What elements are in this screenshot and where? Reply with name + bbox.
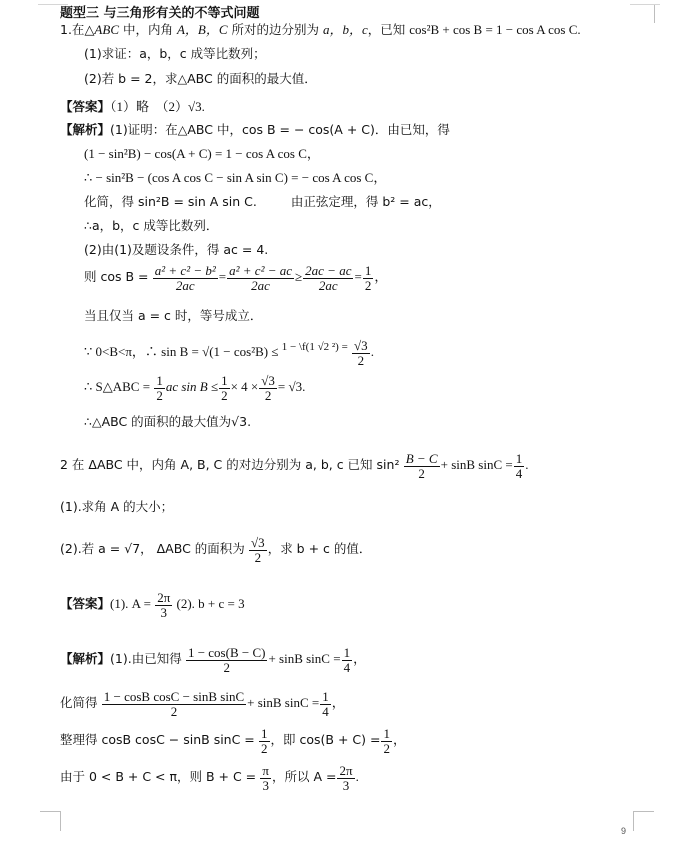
problem1-answer: 【答案】（1）略 （2）√3. <box>60 99 205 114</box>
fraction: $\frac{1}{2}$ <box>221 372 228 403</box>
crop-mark-top-right-v <box>654 5 655 23</box>
problem1-step5: (2)由(1)及题设条件，得 ac = 4. <box>84 242 269 257</box>
problem1-step7: 当且仅当 a = c 时，等号成立． <box>84 308 263 323</box>
answer-label: 【答案】 <box>60 99 111 114</box>
problem1-stem: 1.在△ABC 中，内角 A，B，C 所对的边分别为 a，b，c，已知 cos²B + cos B = 1 − cos A cos C. <box>60 22 581 37</box>
fraction: $\frac{1}{2}$ <box>156 372 163 403</box>
crop-mark-bottom-right-h <box>634 811 654 812</box>
fraction: $\frac{\pi}{3}$ <box>262 762 269 793</box>
fraction: $\frac{1}{2}$ <box>383 725 390 756</box>
problem1-step2: ∴ − sin²B − (cos A cos C − sin A sin C) = − cos A cos C， <box>84 170 387 185</box>
analysis-label: 【解析】 <box>60 651 111 666</box>
problem1-step4: ∴a，b，c 成等比数列． <box>84 218 219 233</box>
section-title: 题型三 与三角形有关的不等式问题 <box>60 6 260 21</box>
answer-label: 【答案】 <box>60 596 111 611</box>
problem1-step6: 则 cos B = $\frac{\text{a² + c² − b²}}{2ac}$ = $\frac{\text{a² + c² − ac}}{2ac}$ ≥ $\frac{2ac - ac}{2ac}$ = $\frac{1}{2}$ ， <box>84 262 388 293</box>
problem2-part1: (1).求角 A 的大小； <box>60 499 174 514</box>
problem2-analysis-line2: 化简得 $\frac{\text{1 − cosB cosC − sinB sinC}}{2}$ + sinB sinC = $\frac{1}{4}$ ， <box>60 688 345 719</box>
problem1-part1: (1)求证：a，b，c 成等比数列； <box>84 46 266 61</box>
problem2-analysis-line3: 整理得 cosB cosC − sinB sinC = $\frac{1}{2}$ ，即 cos(B + C) = $\frac{1}{2}$ ， <box>60 725 406 756</box>
problem1-step8: ∵ 0<B<π，∴ sin B = √(1 − cos²B) ≤ $^{1 - \backslash f(1 √2 ^2) =}$ $\frac{√3}{2}$ . <box>84 337 374 368</box>
problem1-step9: ∴ S△ABC = $\frac{1}{2}$ ac sin B ≤ $\frac{1}{2}$ × 4 × $\frac{√3}{2}$ = √3. <box>84 372 306 403</box>
fraction: $\frac{1}{2}$ <box>364 262 372 293</box>
fraction: $\frac{2\pi}{3}$ <box>157 589 171 620</box>
fraction: $\frac{√3}{2}$ <box>261 372 275 403</box>
fraction: $\frac{2ac - ac}{2ac}$ <box>305 262 352 293</box>
fraction: $\frac{2\pi}{3}$ <box>339 762 353 793</box>
top-margin-line-right <box>630 4 660 5</box>
fraction: $\frac{√3}{2}$ <box>354 337 368 368</box>
problem1-step10: ∴△ABC 的面积的最大值为√3. <box>84 414 252 429</box>
problem2-analysis-line1: 【解析】(1).由已知得 $\frac{1 - \cos(B - C)}{2}$ + sinB sinC = $\frac{1}{4}$ ， <box>60 644 367 675</box>
fraction: $\frac{1}{2}$ <box>261 725 268 756</box>
crop-mark-bottom-right-v <box>633 811 634 831</box>
fraction: $\frac{\text{a² + c² − ac}}{2ac}$ <box>229 262 293 293</box>
problem2-analysis-line4: 由于 0 < B + C < π，则 B + C = $\frac{\pi}{3}$ ，所以 A = $\frac{2\pi}{3}$ . <box>60 762 359 793</box>
analysis-label: 【解析】 <box>60 122 111 137</box>
page-number: 9 <box>621 826 627 836</box>
fraction: $\frac{\text{a² + c² − b²}}{2ac}$ <box>154 262 216 293</box>
fraction: $\frac{1}{4}$ <box>322 688 329 719</box>
top-margin-line-left <box>38 4 68 5</box>
fraction: $\frac{\text{1 − cosB cosC − sinB sinC}}{2}$ <box>103 688 245 719</box>
problem2-answer: 【答案】(1). A = $\frac{2\pi}{3}$ (2). b + c = 3 <box>60 589 245 620</box>
problem1-analysis-line1: 【解析】(1)证明：在△ABC 中，cos B = − cos(A + C)．由已知，得 <box>60 122 450 137</box>
fraction: $\frac{B - C}{2}$ <box>405 450 438 481</box>
crop-mark-bottom-left-h <box>40 811 60 812</box>
fraction: $\frac{1 - \cos(B - C)}{2}$ <box>187 644 266 675</box>
problem1-step3: 化简，得 sin²B = sin A sin C. 由正弦定理，得 b² = ac， <box>84 194 441 209</box>
fraction: $\frac{1}{4}$ <box>343 644 351 675</box>
crop-mark-bottom-left-v <box>60 811 61 831</box>
problem1-step1: (1 − sin²B) − cos(A + C) = 1 − cos A cos C， <box>84 146 320 161</box>
problem2-stem: 2 在 ΔABC 中，内角 A, B, C 的对边分别为 a, b, c 已知 sin² $\frac{B - C}{2}$ + sinB sinC = $\frac{1}{4}$ . <box>60 450 529 481</box>
problem1-part2: (2)若 b = 2，求△ABC 的面积的最大值． <box>84 71 317 86</box>
fraction: $\frac{√3}{2}$ <box>251 534 265 565</box>
fraction: $\frac{1}{4}$ <box>515 450 523 481</box>
problem2-part2: (2).若 a = √7， ΔABC 的面积为 $\frac{√3}{2}$ ，求 b + c 的值． <box>60 534 372 565</box>
